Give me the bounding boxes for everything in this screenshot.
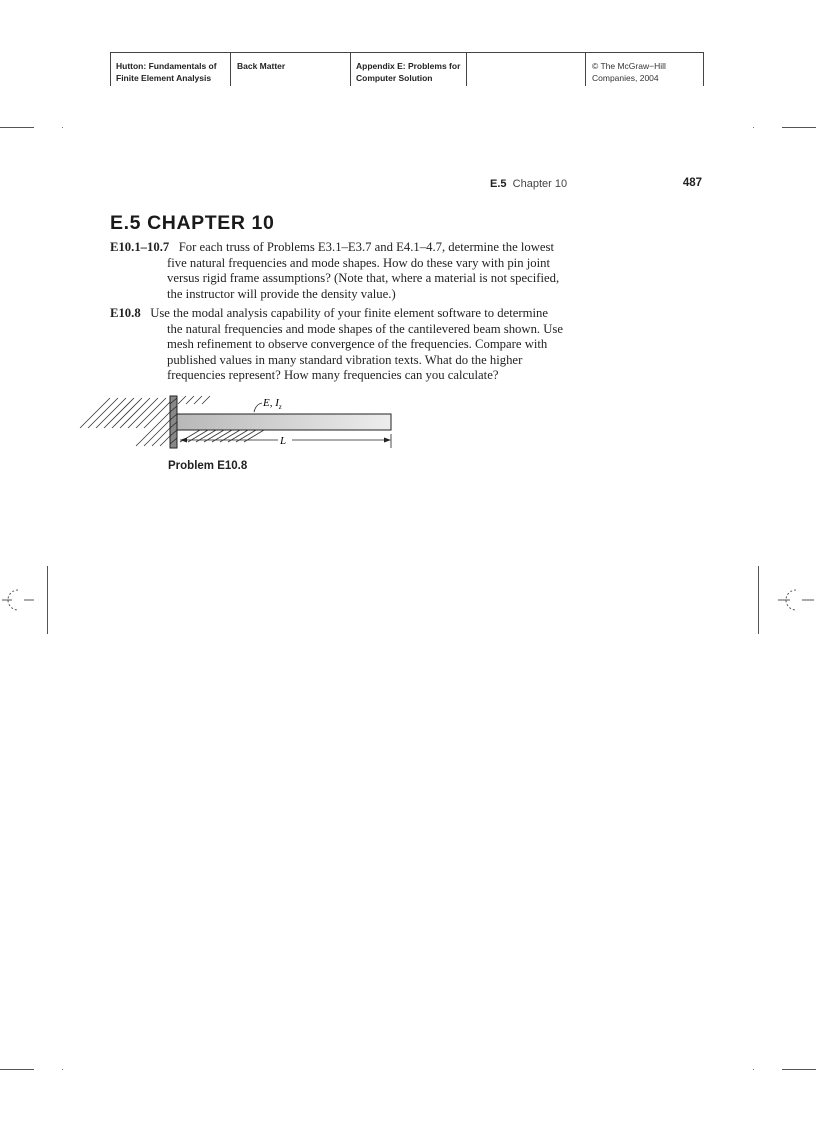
- registration-mark-icon: [776, 585, 816, 615]
- header-divider: [350, 52, 351, 86]
- problem-e10-1-7: [110, 240, 580, 302]
- arrowhead-icon: [384, 438, 391, 443]
- problem-line: the instructor will provide the density value.): [167, 286, 396, 301]
- problem-line: mesh refinement to observe convergence of the frequencies. Compare with: [167, 337, 548, 352]
- header-divider: [585, 52, 586, 86]
- problem-line: five natural frequencies and mode shapes. How do these vary with pin joint: [167, 255, 550, 270]
- crop-mark: [0, 127, 34, 128]
- problem-line: the natural frequencies and mode shapes of the cantilevered beam shown. Use: [167, 321, 563, 336]
- header-appendix: Appendix E: Problems for Computer Solution: [356, 61, 461, 83]
- beam: [177, 414, 391, 430]
- running-head: E.5 Chapter 10: [490, 178, 568, 190]
- crop-dot: [62, 1069, 63, 1070]
- header-copyright: © The McGraw−Hill Companies, 2004: [592, 61, 666, 83]
- header-book-title: Hutton: Fundamentals of Finite Element Analysis: [116, 61, 217, 83]
- problem-line: published values in many standard vibration texts. What do the higher: [167, 352, 523, 367]
- crop-mark: [782, 127, 816, 128]
- crop-dot: [62, 127, 63, 128]
- registration-mark-icon: [0, 585, 36, 615]
- header-divider: [466, 52, 467, 86]
- length-label: L: [280, 435, 287, 447]
- problem-line: versus rigid frame assumptions? (Note that, where a material is not specified,: [167, 271, 560, 286]
- crop-mark: [782, 1069, 816, 1070]
- problem-line: frequencies represent? How many frequencies can you calculate?: [167, 368, 499, 383]
- property-leader: [254, 403, 262, 412]
- side-mark: [758, 566, 759, 634]
- problem-line: E10.8 Use the modal analysis capability of your finite element software to determine: [110, 306, 548, 320]
- crop-mark: [0, 1069, 34, 1070]
- cantilever-beam-figure: [70, 390, 410, 455]
- header-rule: [110, 52, 704, 53]
- chapter-heading: E.5 CHAPTER 10: [110, 212, 275, 234]
- figure-caption: Problem E10.8: [168, 460, 248, 472]
- header-divider: [110, 52, 111, 86]
- page-number: 487: [682, 177, 702, 189]
- header-section: Back Matter: [237, 61, 286, 71]
- property-label: E, $I_z$: [263, 397, 282, 411]
- problem-e10-8: [110, 306, 580, 384]
- side-mark: [47, 566, 48, 634]
- crop-dot: [753, 1069, 754, 1070]
- header-divider: [703, 52, 704, 86]
- problem-line: E10.1–10.7 For each truss of Problems E3.1–E3.7 and E4.1–4.7, determine the lowest: [110, 240, 555, 254]
- problem-label: E10.8: [110, 306, 141, 320]
- header-divider: [230, 52, 231, 86]
- fixed-support-wall: [170, 396, 177, 448]
- problem-label: E10.1–10.7: [110, 240, 170, 254]
- crop-dot: [753, 127, 754, 128]
